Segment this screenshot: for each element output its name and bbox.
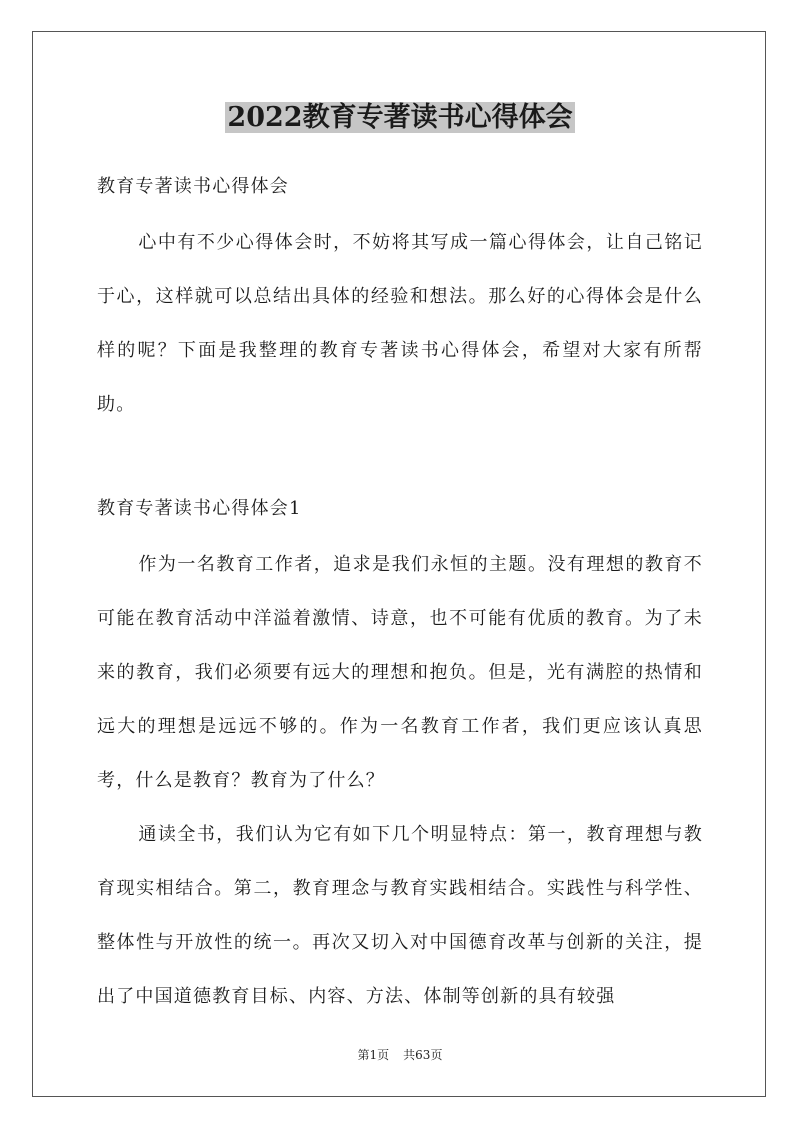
document-title-text: 2022教育专著读书心得体会 — [227, 102, 573, 133]
section1-paragraph: 作为一名教育工作者，追求是我们永恒的主题。没有理想的教育不可能在教育活动中洋溢着激情、诗意，也不可能有优质的教育。为了未来的教育，我们必须要有远大的理想和抱负。但是，光有满腔的热情和远大的理想是远远不够的。作为一名教育工作者，我们更应该认真思考，什么是教育？教育为了什么？ — [97, 554, 703, 791]
intro-heading: 教育专著读书心得体会 — [97, 176, 289, 197]
document-body — [97, 166, 703, 1024]
page-total: 共63页 — [403, 1048, 443, 1062]
document-title — [0, 98, 800, 138]
section1-paragraph: 通读全书，我们认为它有如下几个明显特点：第一，教育理想与教育现实相结合。第二，教育理念与教育实践相结合。实践性与科学性、整体性与开放性的统一。再次又切入对中国德育改革与创新的关注，提出了中国道德教育目标、内容、方法、体制等创新的具有较强 — [97, 824, 703, 1007]
section1-heading: 教育专著读书心得体会1 — [97, 498, 302, 519]
page-number: 第1页 — [357, 1048, 390, 1062]
intro-paragraph: 心中有不少心得体会时，不妨将其写成一篇心得体会，让自己铭记于心，这样就可以总结出具体的经验和想法。那么好的心得体会是什么样的呢？下面是我整理的教育专著读书心得体会，希望对大家有所帮助。 — [97, 232, 703, 415]
page-footer — [0, 1047, 800, 1063]
